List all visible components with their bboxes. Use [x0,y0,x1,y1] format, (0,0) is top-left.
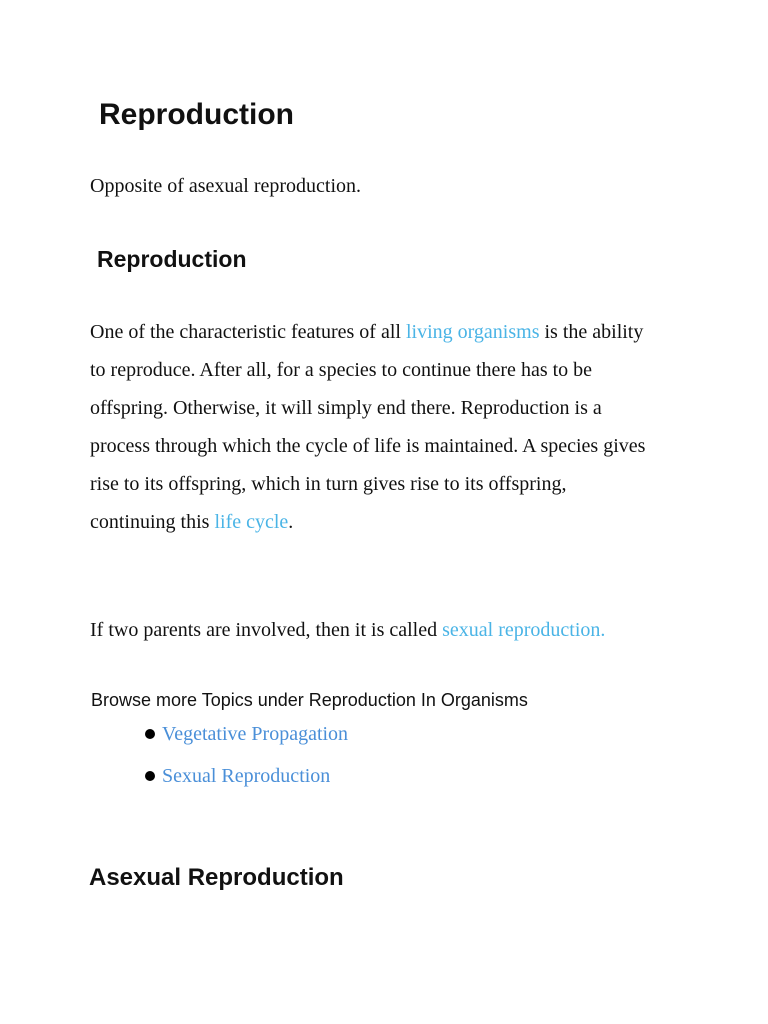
paragraph-text: . [288,511,294,533]
paragraph-line-3: offspring. Otherwise, it will simply end there. Reproduction is a [90,397,602,419]
topic-item-sexual-reproduction [145,762,348,804]
sexual-reproduction-sentence [90,616,605,644]
paragraph-line-6 [90,503,680,541]
bullet-icon [145,729,155,739]
paragraph-line-5: rise to its offspring, which in turn gives rise to its offspring, [90,473,567,495]
page-title: Reproduction [99,98,294,131]
sexual-reproduction-link[interactable]: sexual reproduction. [442,619,606,641]
topic-list [145,720,348,804]
sexual-reproduction-topic-link[interactable]: Sexual Reproduction [162,765,331,787]
asexual-reproduction-heading: Asexual Reproduction [89,864,344,891]
browse-topics-heading: Browse more Topics under Reproduction In Organisms [91,690,528,710]
body-paragraph [90,313,680,541]
intro-text: Opposite of asexual reproduction. [90,175,362,197]
sentence-text: If two parents are involved, then it is called [90,619,443,641]
paragraph-line-4: process through which the cycle of life is maintained. A species gives [90,435,646,457]
vegetative-propagation-link[interactable]: Vegetative Propagation [162,723,349,745]
section-heading: Reproduction [97,246,247,272]
paragraph-text: is the ability [539,321,644,343]
living-organisms-link[interactable]: living organisms [405,321,540,343]
bullet-icon [145,771,155,781]
paragraph-text: continuing this [90,511,215,533]
paragraph-line-1 [90,313,680,351]
paragraph-text: One of the characteristic features of all [90,321,406,343]
life-cycle-link[interactable]: life cycle [214,511,289,533]
paragraph-line-2: to reproduce. After all, for a species to continue there has to be [90,359,593,381]
topic-item-vegetative-propagation [145,720,348,762]
